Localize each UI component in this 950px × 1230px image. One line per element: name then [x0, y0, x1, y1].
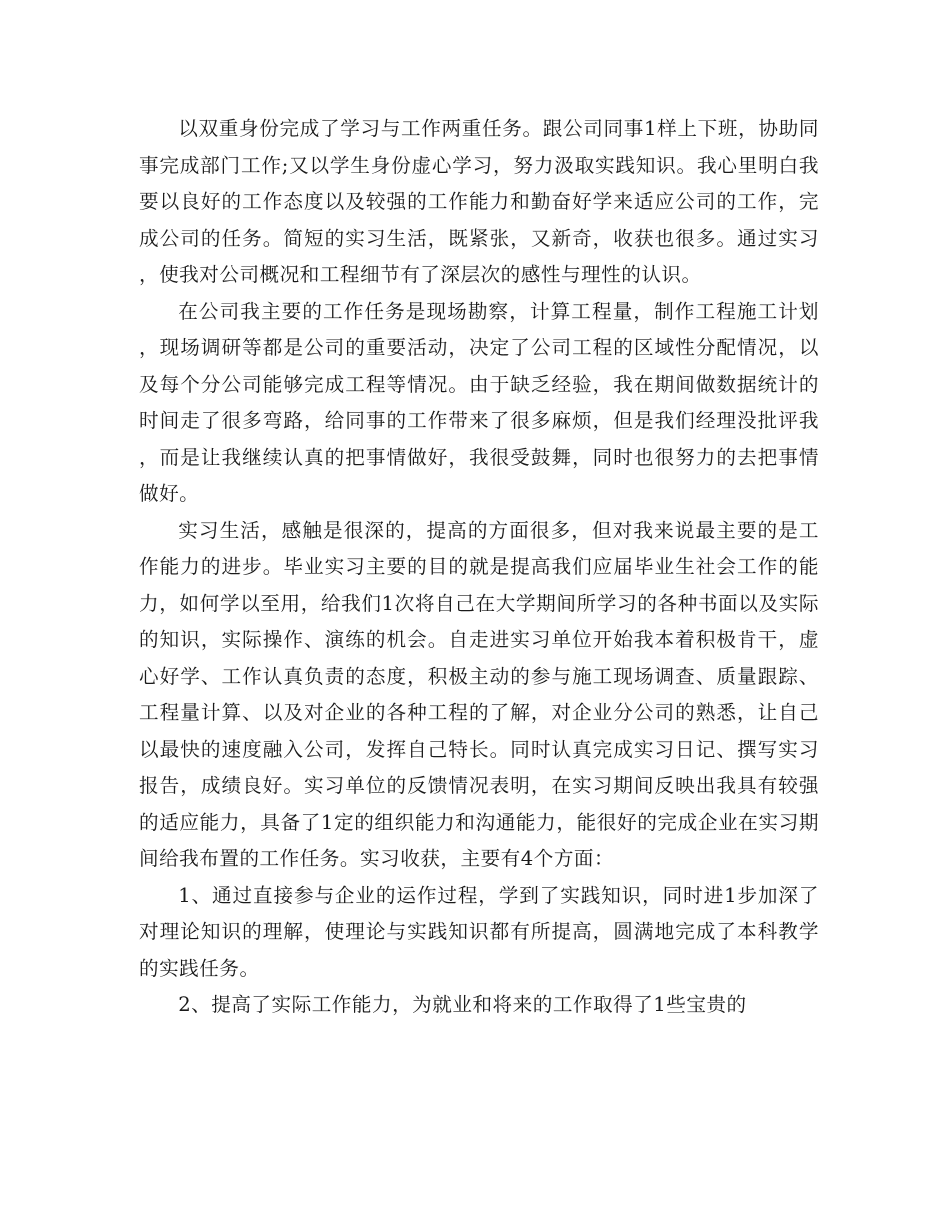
paragraph-5: 2、提高了实际工作能力，为就业和将来的工作取得了1些宝贵的: [178, 993, 747, 1016]
paragraph-4: 1、通过直接参与企业的运作过程，学到了实践知识，同时进1步加深了对理论知识的理解，使理论与实践知识都有所提高，圆满地完成了本科教学的实践任务。: [139, 883, 819, 980]
paragraph-3: 实习生活，感触是很深的，提高的方面很多，但对我来说最主要的是工作能力的进步。毕业实习主要的目的就是提高我们应届毕业生社会工作的能力，如何学以至用，给我们1次将自己在大学期间所学习的各种书面以及实际的知识，实际操作、演练的机会。自走进实习单位开始我本着积极肯干，虚心好学、工作认真负责的态度，积极主动的参与施工现场调查、质量跟踪、工程量计算、以及对企业的各种工程的了解，对企业分公司的熟悉，让自己以最快的速度融入公司，发挥自己特长。同时认真完成实习日记、撰写实习报告，成绩良好。实习单位的反馈情况表明，在实习期间反映出我具有较强的适应能力，具备了1定的组织能力和沟通能力，能很好的完成企业在实习期间给我布置的工作任务。实习收获，主要有4个方面：: [139, 518, 819, 870]
paragraph-1: 以双重身份完成了学习与工作两重任务。跟公司同事1样上下班，协助同事完成部门工作;又以学生身份虚心学习，努力汲取实践知识。我心里明白我要以良好的工作态度以及较强的工作能力和勤奋好学来适应公司的工作，完成公司的任务。简短的实习生活，既紧张，又新奇，收获也很多。通过实习，使我对公司概况和工程细节有了深层次的感性与理性的认识。: [139, 117, 819, 286]
document-body: [139, 111, 819, 1024]
paragraph-2: 在公司我主要的工作任务是现场勘察，计算工程量，制作工程施工计划，现场调研等都是公司的重要活动，决定了公司工程的区域性分配情况，以及每个分公司能够完成工程等情况。由于缺乏经验，我在期间做数据统计的时间走了很多弯路，给同事的工作带来了很多麻烦，但是我们经理没批评我，而是让我继续认真的把事情做好，我很受鼓舞，同时也很努力的去把事情做好。: [139, 299, 819, 505]
